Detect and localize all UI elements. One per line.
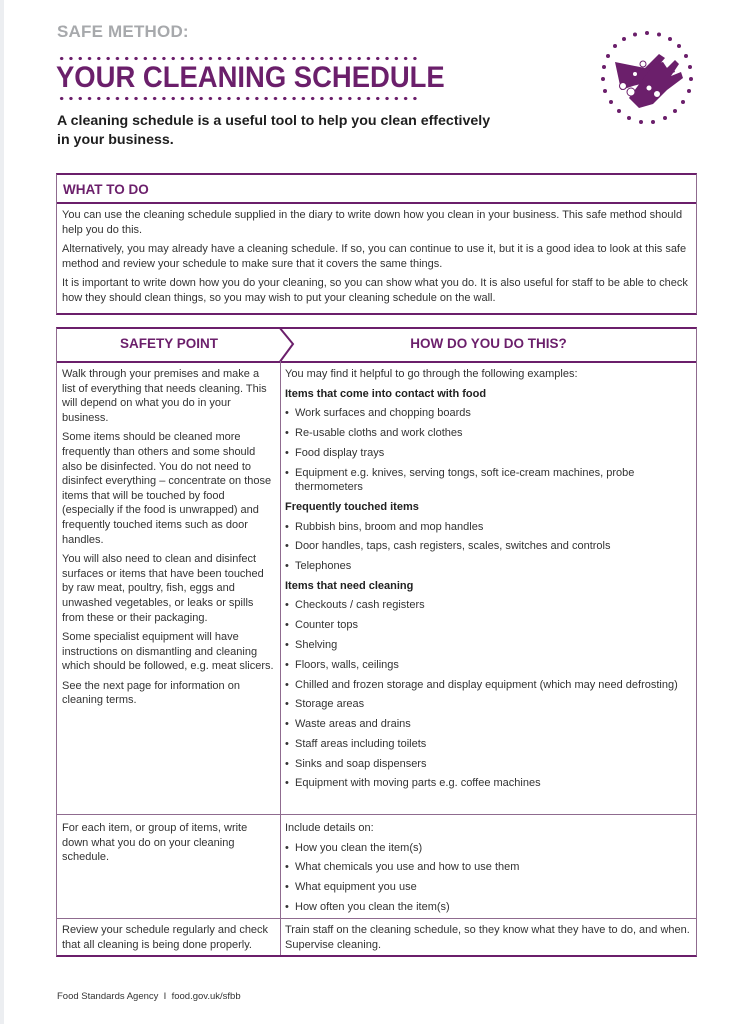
- dotted-rule-bottom: [57, 96, 419, 101]
- group-heading: Items that come into contact with food: [285, 387, 487, 400]
- list-item: • Floors, walls, ceilings: [285, 658, 690, 673]
- what-to-do-body: [57, 204, 696, 306]
- page-edge: [0, 0, 4, 1024]
- column-header-safety-point: SAFETY POINT: [119, 336, 218, 351]
- what-to-do-paragraph: Alternatively, you may already have a cleaning schedule. If so, you can continue to use it, but it is a good idea to look at this safe method and review your schedule to make sure that it covers the same things.: [62, 243, 687, 270]
- list-item: • Food display trays: [285, 446, 690, 461]
- safety-point-text: Some items should be cleaned more frequently than others and some should also be disinfected. You do not need to disinfect everything – concentrate on those items that will be touched by food (especially if the food is unwrapped) and frequently touched items such as door handles.: [62, 431, 272, 546]
- list-item: • Waste areas and drains: [285, 717, 690, 732]
- safety-point-text: Walk through your premises and make a list of everything that needs cleaning. This will depend on what you do in your business.: [62, 368, 267, 424]
- section-kicker: SAFE METHOD:: [57, 22, 189, 41]
- safety-point-cell: [57, 361, 281, 814]
- intro-text: A cleaning schedule is a useful tool to help you clean effectively in your business.: [57, 113, 491, 148]
- list-item: • Storage areas: [285, 697, 690, 712]
- table-row: [57, 815, 696, 919]
- group-heading: Items that need cleaning: [285, 579, 414, 592]
- list-item: • Counter tops: [285, 618, 690, 633]
- table-row: [57, 361, 696, 815]
- item-list: [285, 406, 690, 495]
- handwashing-icon: [593, 28, 701, 128]
- list-item: • Staff areas including toilets: [285, 737, 690, 752]
- how-intro: Include details on:: [285, 822, 374, 834]
- list-item: • What equipment you use: [285, 880, 690, 895]
- list-item: • Door handles, taps, cash registers, scales, switches and controls: [285, 539, 690, 554]
- column-header-how: HOW DO YOU DO THIS?: [410, 336, 567, 351]
- safety-point-cell: [57, 815, 281, 918]
- list-item: • Chilled and frozen storage and display equipment (which may need defrosting): [285, 678, 690, 693]
- safety-point-text: You will also need to clean and disinfect surfaces or items that have been touched by raw meat, poultry, fish, eggs and unwashed vegetables, or leaks or spills from these or their packaging.: [62, 553, 264, 624]
- table-header: [57, 329, 696, 363]
- list-item: • Re-usable cloths and work clothes: [285, 426, 690, 441]
- how-cell: [281, 919, 696, 955]
- item-list: [285, 598, 690, 791]
- list-item: • Rubbish bins, broom and mop handles: [285, 520, 690, 535]
- safety-table: [56, 327, 697, 957]
- safety-point-text: Some specialist equipment will have instructions on dismantling and cleaning which should be followed, e.g. meat slicers.: [62, 631, 274, 673]
- safety-point-text: For each item, or group of items, write down what you do on your cleaning schedule.: [62, 822, 248, 864]
- item-list: [285, 520, 690, 574]
- list-item: • Equipment with moving parts e.g. coffee machines: [285, 776, 690, 791]
- list-item: • Telephones: [285, 559, 690, 574]
- safety-point-cell: [57, 919, 281, 955]
- table-row: [57, 919, 696, 955]
- what-to-do-paragraph: It is important to write down how you do your cleaning, so you can show what you do. It is also useful for staff to be able to check how they should clean things, so you may wish to put your cleaning schedule on the wall.: [62, 277, 688, 304]
- how-cell: [281, 361, 696, 814]
- how-text: Train staff on the cleaning schedule, so they know what they have to do, and when. Supervise cleaning.: [285, 924, 690, 951]
- how-intro: You may find it helpful to go through the following examples:: [285, 368, 578, 380]
- group-heading: Frequently touched items: [285, 500, 419, 513]
- list-item: • How you clean the item(s): [285, 841, 690, 856]
- list-item: • Checkouts / cash registers: [285, 598, 690, 613]
- what-to-do-paragraph: You can use the cleaning schedule supplied in the diary to write down how you clean in your business. This safe method should help you do this.: [62, 209, 683, 236]
- list-item: • Shelving: [285, 638, 690, 653]
- list-item: • Sinks and soap dispensers: [285, 757, 690, 772]
- safety-point-text: See the next page for information on cleaning terms.: [62, 679, 240, 707]
- list-item: • What chemicals you use and how to use them: [285, 860, 690, 875]
- how-cell: [281, 815, 696, 918]
- list-item: • Work surfaces and chopping boards: [285, 406, 690, 421]
- page-title: YOUR CLEANING SCHEDULE: [56, 61, 445, 94]
- what-to-do-heading: WHAT TO DO: [57, 175, 696, 204]
- safety-point-text: Review your schedule regularly and check that all cleaning is being done properly.: [62, 924, 269, 951]
- item-list: [285, 841, 690, 915]
- list-item: • Equipment e.g. knives, serving tongs, soft ice-cream machines, probe thermometers: [285, 466, 690, 495]
- footer-credit: Food Standards Agency I food.gov.uk/sfbb: [57, 991, 241, 1002]
- list-item: • How often you clean the item(s): [285, 900, 690, 915]
- what-to-do-panel: [56, 173, 697, 315]
